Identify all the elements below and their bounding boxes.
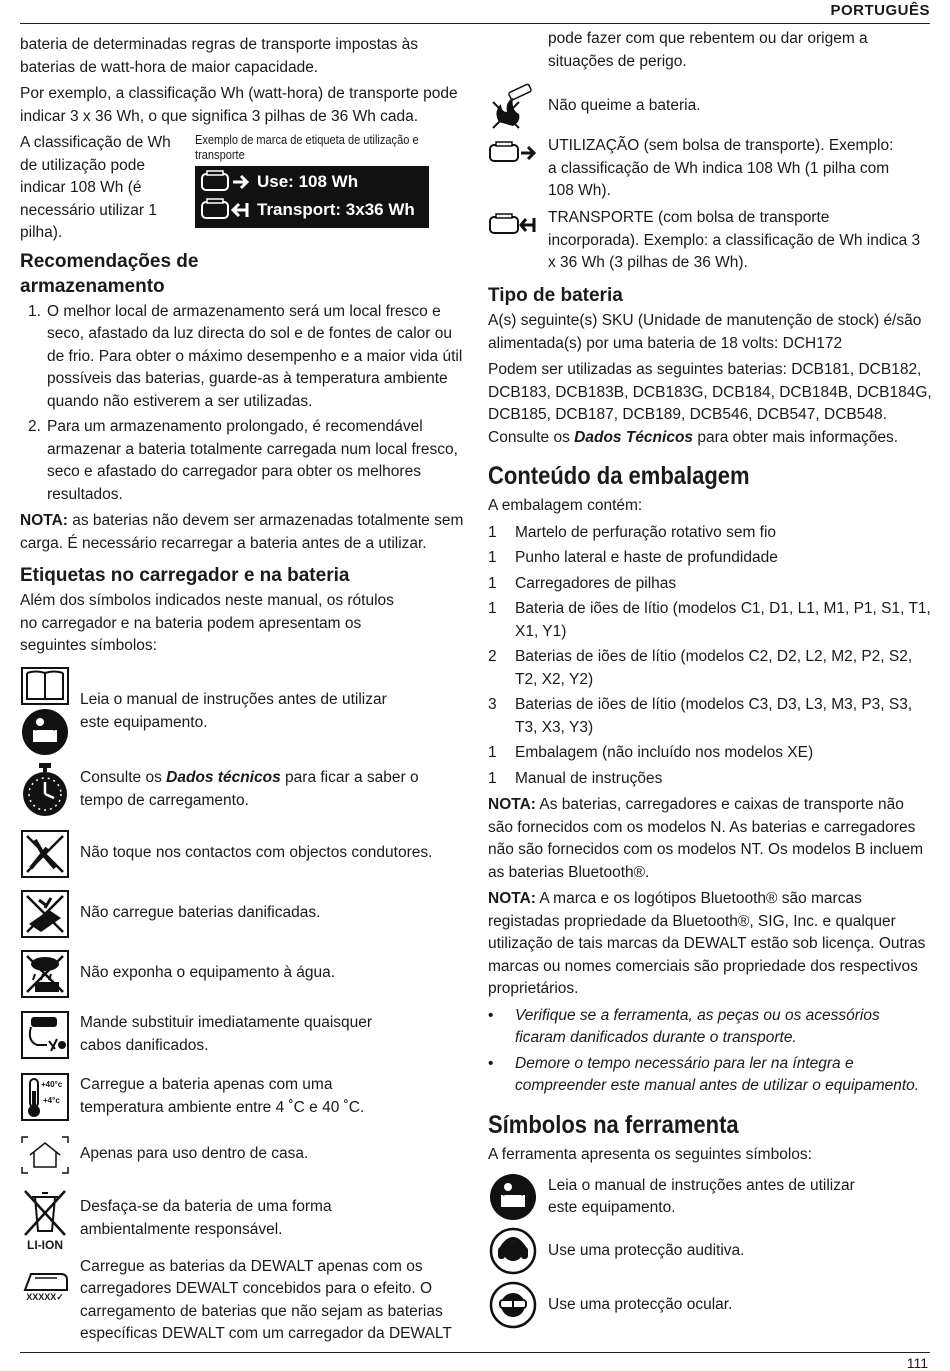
thermometer-icon: [20, 1073, 70, 1121]
footer-rule: [20, 1352, 930, 1353]
bullet: •: [488, 1006, 494, 1024]
check-list: [488, 1005, 933, 1098]
indoor-house-icon: [20, 1135, 70, 1175]
symbol-row-damaged: [20, 884, 465, 944]
list-item: [488, 694, 933, 739]
symbol-text: Não carregue baterias danificadas.: [80, 904, 321, 922]
item-text: Verifique se a ferramenta, as peças ou os acessórios ficaram danificados durante o transporte.: [515, 1006, 880, 1046]
note-label: NOTA:: [488, 796, 536, 813]
symbol-text: Use uma protecção ocular.: [548, 1295, 733, 1313]
list-item: [488, 598, 933, 643]
note-text: As baterias, carregadores e caixas de transporte não são fornecidos com os modelos N. As baterias e carregadores não são fornecidos com os modelos NT. Os modelos B incluem as baterias Bluetooth®.: [488, 796, 924, 881]
package-note-1: [488, 794, 933, 884]
thermo-low-label: +4°c: [43, 1095, 60, 1105]
list-item: [488, 547, 933, 570]
tool-symbols-heading: Símbolos na ferramenta: [488, 1110, 739, 1139]
battery-paragraph-2: [488, 359, 933, 449]
storage-item: [20, 416, 465, 506]
list-item: [488, 768, 933, 791]
symbol-row-transport: [488, 207, 933, 279]
label-transport-row: [199, 196, 429, 224]
label-example-box: [195, 166, 429, 228]
symbol-row-disposal: [20, 1182, 465, 1256]
li-ion-label: LI-ION: [27, 1237, 63, 1252]
storage-note: [20, 510, 465, 555]
transport-battery-icon: [199, 198, 251, 222]
item-text: Manual de instruções: [515, 769, 663, 787]
list-item: [488, 646, 933, 691]
header-rule: [20, 23, 930, 24]
symbol-row-temperature: [20, 1066, 465, 1128]
battery-text-post: para obter mais informações.: [693, 428, 899, 446]
symbol-text: Carregue as baterias da DEWALT apenas com os carregadores DEWALT concebidos para o efeito. O carregamento de baterias que não sejam as baterias específicas DEWALT com um carregador da DEWALT: [80, 1257, 452, 1342]
damaged-cable-icon: [20, 1011, 70, 1059]
item-qty: 1: [488, 769, 497, 787]
label-use-text: Use: 108 Wh: [257, 172, 359, 191]
continued-text: pode fazer com que rebentem ou dar origem a situações de perigo.: [548, 30, 868, 70]
note-text: as baterias não devem ser armazenadas totalmente sem carga. É necessário recarregar a bateria antes de a utilizar.: [20, 512, 464, 552]
item-number: 1.: [28, 302, 41, 320]
item-text: O melhor local de armazenamento será um local fresco e seco, afastado da luz directa do sol e de fontes de calor ou de frio. Para obter o máximo desempenho e a maior vida útil possíveis das baterias, guarde-as à temperatura ambiente quando não estiverem a ser utilizadas.: [47, 302, 463, 410]
symbol-text-emphasis: Dados técnicos: [166, 769, 281, 786]
wh-example-block: [20, 132, 465, 245]
note-label: NOTA:: [20, 512, 68, 529]
item-text: Embalagem (não incluído nos modelos XE): [515, 744, 814, 761]
right-column: [488, 28, 933, 1332]
item-text: Demore o tempo necessário para ler na íntegra e compreender este manual antes de utilizar o equipamento.: [515, 1054, 920, 1094]
left-column: [20, 34, 465, 1356]
item-text: Punho lateral e haste de profundidade: [515, 549, 778, 566]
symbol-text: Use uma protecção auditiva.: [548, 1241, 745, 1259]
use-battery-icon: [488, 135, 538, 165]
symbol-row-cable: [20, 1004, 465, 1066]
item-text: Bateria de iões de lítio (modelos C1, D1, L1, M1, P1, S1, T1, X1, Y1): [515, 600, 931, 640]
package-intro: A embalagem contém:: [488, 497, 643, 514]
item-text: Baterias de iões de lítio (modelos C2, D2, L2, M2, P2, S2, T2, X2, Y2): [515, 648, 913, 688]
item-qty: 3: [488, 696, 497, 713]
item-qty: 2: [488, 648, 497, 665]
symbol-row-charger: [20, 1256, 465, 1356]
item-text: Carregadores de pilhas: [515, 574, 677, 592]
bullet: •: [488, 1054, 494, 1072]
battery-type-heading: Tipo de bateria: [488, 285, 623, 306]
label-use-row: [199, 168, 429, 196]
item-qty: 1: [488, 574, 497, 592]
symbol-row-water: [20, 944, 465, 1004]
list-item: [488, 573, 933, 596]
symbol-text: Não toque nos contactos com objectos condutores.: [80, 844, 433, 862]
item-text: Martelo de perfuração rotativo sem fio: [515, 523, 777, 541]
symbol-text: Mande substituir imediatamente quaisquer cabos danificados.: [80, 1014, 373, 1054]
labels-intro: Além dos símbolos indicados neste manual, os rótulos no carregador e na bateria podem apresentam os seguintes símbolos:: [20, 592, 394, 654]
thermo-high-label: +40°c: [41, 1079, 63, 1089]
tool-symbol-row-hearing: [488, 1224, 933, 1278]
list-item: [488, 1005, 933, 1050]
read-manual-icon: [488, 1173, 538, 1221]
symbol-text: UTILIZAÇÃO (sem bolsa de transporte). Exemplo: a classificação de Wh indica 108 Wh (1 pilha com 108 Wh).: [548, 137, 894, 199]
symbol-text: [70, 767, 465, 812]
symbol-row-indoor: [20, 1128, 465, 1182]
use-battery-icon: [199, 170, 251, 194]
storage-heading: Recomendações de armazenamento: [20, 250, 199, 297]
page-language-header: PORTUGUÊS: [830, 2, 930, 19]
symbol-row-stopwatch: [20, 756, 465, 824]
battery-paragraph-1: A(s) seguinte(s) SKU (Unidade de manutenção de stock) é/são alimentada(s) por uma bateria de 18 volts: DCH172: [488, 312, 922, 352]
tool-symbols-intro: A ferramenta apresenta os seguintes símbolos:: [488, 1145, 812, 1163]
eye-protection-icon: [488, 1281, 538, 1329]
list-item: [488, 742, 933, 765]
item-qty: 1: [488, 523, 497, 541]
crossed-bin-icon: [20, 1187, 70, 1251]
symbol-text: Carregue a bateria apenas com uma temperatura ambiente entre 4 ˚C e 40 ˚C.: [80, 1076, 365, 1116]
label-transport-text: Transport: 3x36 Wh: [257, 200, 415, 219]
battery-text-pre: Podem ser utilizadas as seguintes baterias: DCB181, DCB182, DCB183, DCB183B, DCB183G, DCB184, DCB184B, DCB184G, DCB185, DCB187, DCB189, DCB546, DCB547, DCB548. Consulte os: [488, 361, 932, 446]
tool-symbol-row-eye: [488, 1278, 933, 1332]
list-item: [488, 1053, 933, 1098]
manual-book-icon: [20, 667, 70, 756]
symbol-row-use: [488, 135, 933, 207]
list-item: [488, 522, 933, 545]
labels-heading: Etiquetas no carregador e na bateria: [20, 565, 350, 586]
intro-paragraph-3: A classificação de Wh de utilização pode indicar 108 Wh (é necessário utilizar 1 pilha).: [20, 134, 171, 241]
symbol-text-pre: Consulte os: [80, 769, 167, 786]
package-note-2: [488, 888, 933, 1001]
storage-item: [20, 301, 465, 414]
item-qty: 1: [488, 549, 497, 566]
intro-paragraph-2: Por exemplo, a classificação Wh (watt-hora) de transporte pode indicar 3 x 36 Wh, o que significa 3 pilhas de 36 Wh cada.: [20, 85, 458, 125]
no-damaged-battery-icon: [20, 890, 70, 938]
stopwatch-icon: [20, 762, 70, 818]
charger-icon: [20, 1262, 70, 1302]
item-number: 2.: [28, 418, 41, 435]
hearing-protection-icon: [488, 1227, 538, 1275]
package-heading: Conteúdo da embalagem: [488, 462, 750, 490]
symbol-row-fire: [488, 77, 933, 135]
storage-list: [20, 301, 465, 507]
symbol-text: Leia o manual de instruções antes de utilizar este equipamento.: [80, 691, 387, 731]
symbol-text: Desfaça-se da bateria de uma forma ambientalmente responsável.: [80, 1198, 332, 1238]
note-label: NOTA:: [488, 890, 536, 907]
label-example: [195, 132, 465, 245]
no-fire-icon: [488, 82, 538, 130]
item-text: Para um armazenamento prolongado, é recomendável armazenar a bateria totalmente carregada num local fresco, seco e afastado do carregador para obter os melhores resultados.: [47, 418, 458, 503]
battery-text-emphasis: Dados Técnicos: [574, 428, 694, 446]
item-qty: 1: [488, 600, 497, 617]
symbol-text: TRANSPORTE (com bolsa de transporte incorporada). Exemplo: a classificação de Wh indica 3 x 36 Wh (3 pilhas de 36 Wh).: [548, 209, 921, 271]
symbol-row-manual: [20, 668, 465, 756]
tool-symbol-row-manual: [488, 1170, 933, 1224]
no-water-icon: [20, 950, 70, 998]
symbol-text: Não queime a bateria.: [548, 96, 701, 114]
note-text: A marca e os logótipos Bluetooth® são marcas registadas propriedade da Bluetooth®, SIG, Inc. e qualquer utilização de tais marcas da DEWALT estão sob licença. Outras marcas ou nomes comerciais são propriedade dos respectivos proprietários.: [488, 890, 926, 997]
transport-battery-icon: [488, 207, 538, 237]
intro-paragraph-1: bateria de determinadas regras de transporte impostas às baterias de watt-hora de maior capacidade.: [20, 36, 419, 76]
package-list: [488, 522, 933, 791]
no-conductive-objects-icon: [20, 830, 70, 878]
item-qty: 1: [488, 744, 497, 761]
symbol-text-post: para ficar a saber o tempo de carregamento.: [80, 769, 419, 809]
label-caption: Exemplo de marca de etiqueta de utilização e transporte: [195, 132, 419, 162]
symbol-text: Não exponha o equipamento à água.: [80, 964, 336, 982]
charger-model-label: XXXXX✓: [26, 1291, 64, 1302]
item-text: Baterias de iões de lítio (modelos C3, D3, L3, M3, P3, S3, T3, X3, Y3): [515, 696, 913, 736]
page-number: 111: [906, 1355, 928, 1371]
symbol-text: Leia o manual de instruções antes de utilizar este equipamento.: [548, 1176, 855, 1216]
symbol-text: Apenas para uso dentro de casa.: [80, 1145, 309, 1163]
symbol-row-conductive: [20, 824, 465, 884]
